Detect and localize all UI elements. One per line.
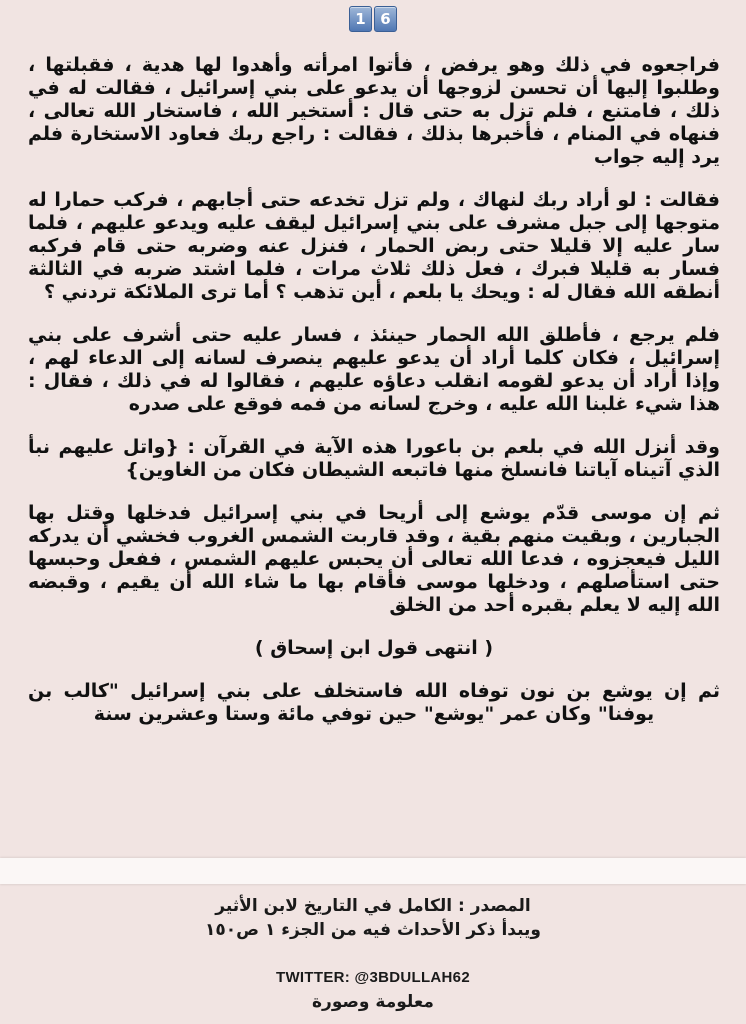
footer xyxy=(0,894,746,1014)
paragraph-4-quran-verse: وقد أنزل الله في بلعم بن باعورا هذه الآية في القرآن : {واتل عليهم نبأ الذي آتيناه آياتنا فانسلخ منها فاتبعه الشيطان فكان من الغاوين} xyxy=(28,436,720,481)
source-line: المصدر : الكامل في التاريخ لابن الأثير xyxy=(215,896,531,916)
paragraph-3: فلم يرجع ، فأطلق الله الحمار حينئذ ، فسار عليه حتى أشرف على بني إسرائيل ، فكان كلما أراد أن يدعو عليهم ينصرف لسانه إلى الدعاء لهم ، وإذا أراد أن يدعو لقومه انقلب دعاؤه عليهم ، فقالوا له في ذلك ، فقال : هذا شيء غلبنا الله عليه ، وخرج لسانه من فمه فوقع على صدره xyxy=(28,324,720,415)
paragraph-5: ثم إن موسى قدّم يوشع إلى أريحا في بني إسرائيل فدخلها وقتل بها الجبارين ، وبقيت منهم بقية ، وقد قاربت الشمس الغروب فخشي أن يدركه الليل فيعجزوه ، فدعا الله تعالى أن يحبس عليهم الشمس ، ففعل وحبسها حتى استأصلهم ، ودخلها موسى فأقام بها ما شاء الله أن يقيم ، وقبضه الله إليه لا يعلم بقبره أحد من الخلق xyxy=(28,502,720,616)
closing-paragraph: ثم إن يوشع بن نون توفاه الله فاستخلف على بني إسرائيل "كالب بن يوفنا" وكان عمر "يوشع" حين توفي مائة وستا وعشرين سنة xyxy=(28,680,720,725)
paragraph-1: فراجعوه في ذلك وهو يرفض ، فأتوا امرأته وأهدوا لها هدية ، فقبلتها ، وطلبوا إليها أن تحسن لزوجها أن يدعو على بني إسرائيل ، فقالت له في ذلك ، فامتنع ، فلم تزل به حتى قال : أستخير الله ، فاستخار الله تعالى ، فنهاه في المنام ، فأخبرها بذلك ، فقالت : راجع ربك فعاود الاستخارة فلم يرد إليه جواب xyxy=(28,54,720,168)
source-detail-line: ويبدأ ذكر الأحداث فيه من الجزء ١ ص١٥٠ xyxy=(205,920,541,940)
article-body xyxy=(28,54,720,854)
twitter-handle: TWITTER: @3BDULLAH62 xyxy=(276,969,470,986)
paragraph-2: فقالت : لو أراد ربك لنهاك ، ولم تزل تخدعه حتى أجابهم ، فركب حمارا له متوجها إلى جبل مشرف على بني إسرائيل ليقف عليه ويدعو عليهم ، فلما سار عليه إلا قليلا حتى ربض الحمار ، فنزل عنه وضربه حتى قام فركبه فسار به قليلا فبرك ، فعل ذلك ثلاث مرات ، فلما اشتد ضربه في الثالثة أنطقه الله فقال له : ويحك يا بلعم ، أين تذهب ؟ أما ترى الملائكة تردني ؟ xyxy=(28,189,720,303)
tagline: معلومة وصورة xyxy=(312,992,434,1012)
page-number-badge xyxy=(0,6,746,32)
page-digit-1: 1 xyxy=(349,6,372,32)
page-digit-2: 6 xyxy=(374,6,397,32)
end-quote: ( انتهى قول ابن إسحاق ) xyxy=(254,637,494,659)
divider-band xyxy=(0,858,746,884)
